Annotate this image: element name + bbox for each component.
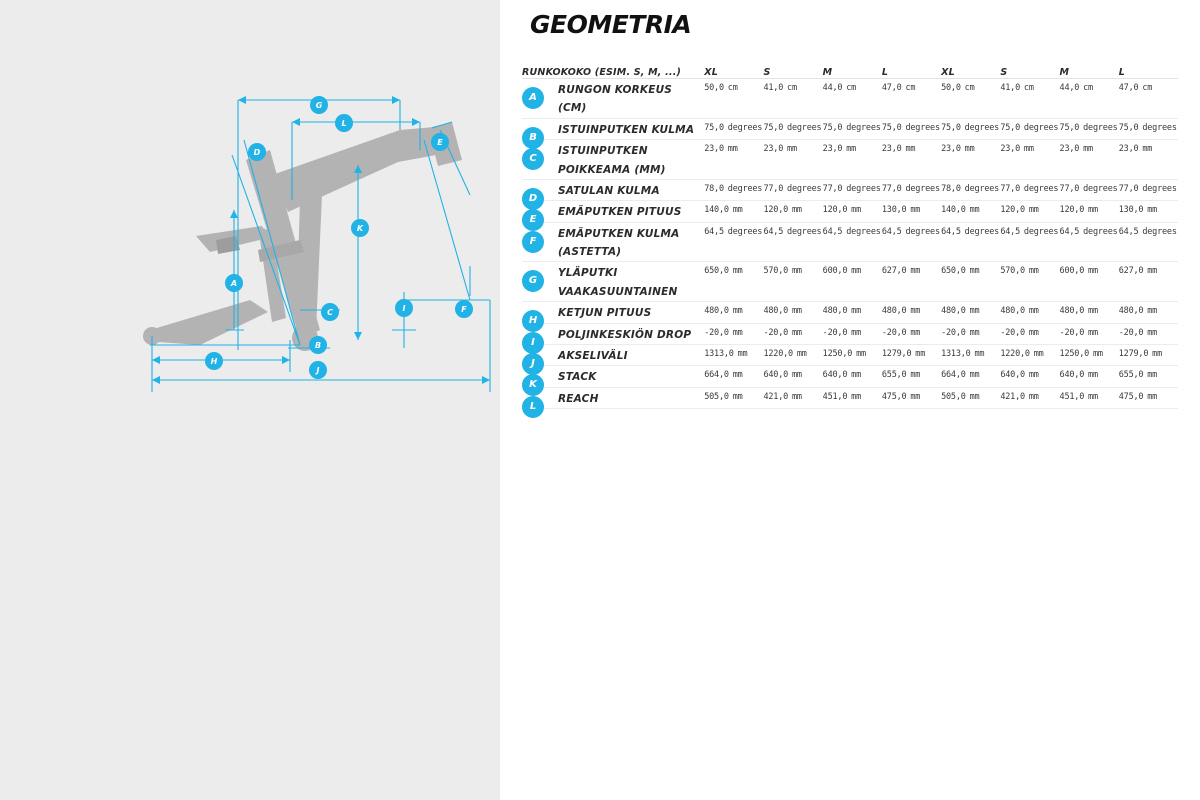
svg-text:E: E: [437, 138, 443, 147]
value-text: 64,5 degrees: [881, 226, 940, 237]
row-value: [1000, 118, 1059, 139]
row-label-cell: [522, 179, 704, 204]
header-size-6: S: [1000, 67, 1008, 78]
header-runkokoko: RUNKOKOKO (ESIM. S, M, ...): [522, 67, 682, 78]
row-value: [1000, 201, 1059, 222]
value-text: 75,0 degrees: [941, 122, 1000, 133]
row-value: [882, 201, 941, 222]
table-row: [522, 222, 1178, 262]
value-text: 77,0 degrees: [881, 183, 940, 194]
row-label: EMÄPUTKEN KULMA (ASTETTA): [558, 227, 680, 258]
value-text: 1220,0 mm: [1000, 348, 1044, 359]
row-value: [941, 344, 1000, 365]
value-text: 77,0 degrees: [763, 183, 822, 194]
row-value: [1119, 387, 1178, 408]
row-value: [763, 179, 822, 200]
bike-geometry-diagram: [0, 0, 500, 800]
value-text: 77,0 degrees: [1059, 183, 1118, 194]
marker-k: [351, 219, 369, 237]
table-row: [522, 323, 1178, 344]
value-text: 75,0 degrees: [822, 122, 881, 133]
row-value: [823, 179, 882, 200]
marker-g: [310, 96, 328, 114]
value-text: 627,0 mm: [1118, 266, 1158, 277]
row-value: [763, 79, 822, 119]
row-value: [823, 140, 882, 180]
marker-f: [455, 300, 473, 318]
row-label: REACH: [558, 392, 599, 405]
value-text: 1279,0 mm: [1118, 348, 1163, 359]
row-value: [1060, 262, 1119, 302]
row-value: [704, 262, 763, 302]
value-text: 480,0 mm: [822, 306, 861, 317]
geometry-table-panel: [500, 0, 1200, 800]
value-text: 421,0 mm: [763, 391, 802, 402]
row-value: [941, 323, 1000, 344]
row-label: POLJINKESKIÖN DROP: [558, 328, 692, 341]
row-value: [941, 118, 1000, 139]
row-value: [763, 118, 822, 139]
value-text: 75,0 degrees: [704, 122, 763, 133]
svg-text:B: B: [314, 341, 322, 350]
row-value: [1060, 323, 1119, 344]
row-value: [1060, 179, 1119, 200]
value-text: 475,0 mm: [1118, 391, 1158, 402]
value-text: 655,0 mm: [1118, 370, 1158, 381]
value-text: 64,5 degrees: [1059, 226, 1118, 237]
value-text: 480,0 mm: [1118, 306, 1158, 317]
row-badge: B: [522, 127, 544, 149]
row-value: [1000, 323, 1059, 344]
header-size-4: L: [881, 67, 889, 78]
row-label-cell: [522, 323, 704, 348]
row-value: [1060, 201, 1119, 222]
row-badge: E: [522, 209, 544, 231]
row-value: [1060, 222, 1119, 262]
row-label: YLÄPUTKI VAAKASUUNTAINEN: [558, 267, 678, 298]
table-row: [522, 344, 1178, 365]
value-text: 140,0 mm: [704, 205, 743, 216]
value-text: 75,0 degrees: [1118, 122, 1177, 133]
value-text: -20,0 mm: [881, 327, 921, 338]
value-text: 47,0 cm: [881, 83, 916, 93]
value-text: 480,0 mm: [881, 306, 921, 317]
row-value: [1060, 302, 1119, 323]
value-text: 120,0 mm: [822, 205, 861, 216]
value-text: 1279,0 mm: [881, 348, 926, 359]
table-header: [522, 67, 1178, 79]
row-value: [1119, 262, 1178, 302]
row-value: [882, 222, 941, 262]
value-text: -20,0 mm: [822, 327, 861, 338]
value-text: 640,0 mm: [1000, 370, 1039, 381]
value-text: 64,5 degrees: [763, 226, 822, 237]
bike-frame-silhouette: [143, 122, 462, 351]
row-value: [1119, 179, 1178, 200]
table-header-row: [522, 67, 1178, 79]
value-text: 480,0 mm: [763, 306, 802, 317]
svg-text:A: A: [230, 279, 238, 288]
row-value: [823, 366, 882, 387]
row-value: [704, 201, 763, 222]
row-value: [882, 302, 941, 323]
value-text: 480,0 mm: [1059, 306, 1098, 317]
row-value: [704, 179, 763, 200]
row-value: [1119, 118, 1178, 139]
value-text: -20,0 mm: [704, 327, 743, 338]
row-label-cell: [522, 222, 704, 262]
row-value: [1000, 302, 1059, 323]
row-value: [823, 222, 882, 262]
value-text: -20,0 mm: [1000, 327, 1039, 338]
header-size-2: S: [763, 67, 771, 78]
value-text: -20,0 mm: [1059, 327, 1098, 338]
row-value: [823, 387, 882, 408]
row-value: [1060, 140, 1119, 180]
value-text: 120,0 mm: [1000, 205, 1039, 216]
value-text: 23,0 mm: [822, 144, 857, 155]
row-value: [823, 344, 882, 365]
row-value: [1000, 222, 1059, 262]
marker-b: [309, 336, 327, 354]
row-value: [763, 366, 822, 387]
value-text: 77,0 degrees: [1118, 183, 1177, 194]
value-text: 570,0 mm: [763, 266, 802, 277]
value-text: 1250,0 mm: [1059, 348, 1103, 359]
marker-l: [335, 114, 353, 132]
page-title: GEOMETRIA: [530, 10, 692, 39]
row-value: [763, 302, 822, 323]
value-text: 23,0 mm: [704, 144, 738, 155]
value-text: 44,0 cm: [1059, 83, 1093, 93]
value-text: 23,0 mm: [881, 144, 916, 155]
value-text: 475,0 mm: [881, 391, 921, 402]
row-value: [1000, 140, 1059, 180]
row-badge: K: [522, 374, 544, 396]
row-badge: D: [522, 188, 544, 210]
row-value: [1060, 387, 1119, 408]
row-value: [1000, 79, 1059, 119]
marker-c: [321, 303, 339, 321]
svg-text:L: L: [341, 119, 347, 128]
row-badge: F: [522, 231, 544, 253]
value-text: 505,0 mm: [704, 391, 743, 402]
value-text: 23,0 mm: [1118, 144, 1153, 155]
row-value: [1060, 79, 1119, 119]
row-value: [704, 344, 763, 365]
row-value: [704, 302, 763, 323]
row-value: [1119, 344, 1178, 365]
svg-text:F: F: [461, 305, 467, 314]
row-value: [1060, 118, 1119, 139]
value-text: 78,0 degrees: [941, 183, 1000, 194]
value-text: 570,0 mm: [1000, 266, 1039, 277]
svg-text:J: J: [316, 366, 320, 375]
value-text: -20,0 mm: [941, 327, 980, 338]
table-row: [522, 387, 1178, 408]
row-value: [704, 118, 763, 139]
table-row: [522, 262, 1178, 302]
value-text: 664,0 mm: [704, 370, 743, 381]
value-text: 451,0 mm: [822, 391, 861, 402]
row-value: [1000, 387, 1059, 408]
row-value: [941, 179, 1000, 200]
row-label-cell: [522, 118, 704, 143]
row-value: [941, 387, 1000, 408]
row-value: [1119, 302, 1178, 323]
row-value: [704, 323, 763, 344]
row-value: [1060, 366, 1119, 387]
row-value: [941, 201, 1000, 222]
svg-text:K: K: [356, 224, 364, 233]
row-label: STACK: [558, 371, 597, 384]
row-value: [823, 262, 882, 302]
value-text: 480,0 mm: [1000, 306, 1039, 317]
row-label-cell: [522, 344, 704, 369]
row-label-cell: [522, 201, 704, 226]
header-size-5: XL: [941, 67, 955, 78]
row-value: [882, 387, 941, 408]
value-text: 75,0 degrees: [1000, 122, 1059, 133]
row-label: EMÄPUTKEN PITUUS: [558, 206, 682, 219]
value-text: 655,0 mm: [881, 370, 921, 381]
row-value: [1060, 344, 1119, 365]
row-badge: C: [522, 148, 544, 170]
row-value: [1119, 222, 1178, 262]
row-label: AKSELIVÄLI: [558, 349, 628, 362]
row-value: [882, 118, 941, 139]
row-value: [882, 323, 941, 344]
table-row: [522, 179, 1178, 200]
value-text: 41,0 cm: [763, 83, 797, 93]
value-text: 640,0 mm: [822, 370, 861, 381]
row-label-cell: [522, 366, 704, 391]
row-value: [763, 387, 822, 408]
value-text: 1220,0 mm: [763, 348, 807, 359]
marker-j: [309, 361, 327, 379]
value-text: -20,0 mm: [763, 327, 802, 338]
row-value: [1119, 323, 1178, 344]
row-value: [882, 344, 941, 365]
row-value: [882, 79, 941, 119]
value-text: 650,0 mm: [941, 266, 980, 277]
value-text: 650,0 mm: [704, 266, 743, 277]
row-value: [1119, 140, 1178, 180]
header-size-1: XL: [704, 67, 718, 78]
row-badge: A: [522, 87, 544, 109]
row-value: [763, 140, 822, 180]
value-text: 120,0 mm: [763, 205, 802, 216]
value-text: 77,0 degrees: [822, 183, 881, 194]
value-text: 600,0 mm: [822, 266, 861, 277]
value-text: 1250,0 mm: [822, 348, 866, 359]
svg-text:G: G: [315, 101, 323, 110]
value-text: 640,0 mm: [763, 370, 802, 381]
row-label: RUNGON KORKEUS (CM): [558, 84, 673, 115]
row-value: [704, 79, 763, 119]
row-value: [823, 79, 882, 119]
table-row: [522, 118, 1178, 139]
marker-h: [205, 352, 223, 370]
table-row: [522, 140, 1178, 180]
geometry-diagram-panel: [0, 0, 500, 800]
row-label-cell: [522, 302, 704, 327]
marker-i: [395, 299, 413, 317]
svg-text:I: I: [402, 304, 406, 313]
row-label-cell: [522, 387, 704, 412]
value-text: 140,0 mm: [941, 205, 980, 216]
value-text: 664,0 mm: [941, 370, 980, 381]
svg-text:H: H: [210, 357, 218, 366]
value-text: 64,5 degrees: [704, 226, 763, 237]
row-label-cell: [522, 262, 704, 302]
value-text: 47,0 cm: [1118, 83, 1153, 93]
row-value: [1119, 79, 1178, 119]
value-text: 640,0 mm: [1059, 370, 1098, 381]
value-text: 50,0 cm: [704, 83, 738, 93]
row-value: [763, 344, 822, 365]
value-text: 1313,0 mm: [941, 348, 985, 359]
value-text: 75,0 degrees: [881, 122, 940, 133]
row-badge: I: [522, 332, 544, 354]
row-value: [941, 302, 1000, 323]
marker-d: [248, 143, 266, 161]
value-text: 23,0 mm: [763, 144, 797, 155]
svg-text:C: C: [327, 308, 333, 317]
row-badge: L: [522, 396, 544, 418]
value-text: 44,0 cm: [822, 83, 857, 93]
row-value: [763, 262, 822, 302]
value-text: 1313,0 mm: [704, 348, 748, 359]
value-text: 64,5 degrees: [1118, 226, 1177, 237]
row-value: [1000, 262, 1059, 302]
row-value: [882, 179, 941, 200]
row-badge: G: [522, 270, 544, 292]
svg-text:D: D: [253, 148, 261, 157]
value-text: 600,0 mm: [1059, 266, 1098, 277]
value-text: 75,0 degrees: [1059, 122, 1118, 133]
value-text: 50,0 cm: [941, 83, 975, 93]
value-text: 120,0 mm: [1059, 205, 1098, 216]
row-label: KETJUN PITUUS: [558, 307, 652, 320]
value-text: 77,0 degrees: [1000, 183, 1059, 194]
value-text: 23,0 mm: [1000, 144, 1034, 155]
row-label: ISTUINPUTKEN POIKKEAMA (MM): [558, 145, 666, 176]
value-text: 64,5 degrees: [941, 226, 1000, 237]
row-value: [882, 366, 941, 387]
row-value: [1119, 366, 1178, 387]
geometry-table: [522, 67, 1178, 412]
row-value: [1119, 201, 1178, 222]
value-text: 23,0 mm: [941, 144, 975, 155]
value-text: 480,0 mm: [704, 306, 743, 317]
row-value: [704, 366, 763, 387]
row-label: SATULAN KULMA: [558, 184, 660, 197]
row-value: [882, 262, 941, 302]
row-value: [1000, 344, 1059, 365]
row-value: [823, 118, 882, 139]
value-text: 627,0 mm: [881, 266, 921, 277]
value-text: 505,0 mm: [941, 391, 980, 402]
row-value: [823, 302, 882, 323]
row-value: [763, 222, 822, 262]
row-value: [941, 262, 1000, 302]
marker-a: [225, 274, 243, 292]
value-text: 480,0 mm: [941, 306, 980, 317]
row-value: [704, 222, 763, 262]
marker-e: [431, 133, 449, 151]
value-text: 41,0 cm: [1000, 83, 1034, 93]
header-size-8: L: [1118, 67, 1126, 78]
row-value: [882, 140, 941, 180]
value-text: -20,0 mm: [1118, 327, 1158, 338]
header-size-7: M: [1059, 67, 1070, 78]
row-badge: H: [522, 310, 544, 332]
row-value: [1000, 366, 1059, 387]
value-text: 421,0 mm: [1000, 391, 1039, 402]
value-text: 130,0 mm: [881, 205, 921, 216]
row-value: [941, 222, 1000, 262]
row-label: ISTUINPUTKEN KULMA: [558, 123, 695, 136]
table-row: [522, 366, 1178, 387]
value-text: 23,0 mm: [1059, 144, 1093, 155]
header-size-3: M: [822, 67, 833, 78]
value-text: 78,0 degrees: [704, 183, 763, 194]
row-value: [823, 323, 882, 344]
value-text: 64,5 degrees: [1000, 226, 1059, 237]
row-badge: J: [522, 353, 544, 375]
table-row: [522, 201, 1178, 222]
row-value: [763, 201, 822, 222]
table-row: [522, 79, 1178, 119]
row-value: [941, 79, 1000, 119]
row-value: [704, 387, 763, 408]
row-label-cell: [522, 140, 704, 180]
value-text: 130,0 mm: [1118, 205, 1158, 216]
row-value: [941, 366, 1000, 387]
row-value: [704, 140, 763, 180]
row-value: [823, 201, 882, 222]
row-value: [941, 140, 1000, 180]
row-value: [1000, 179, 1059, 200]
row-label-cell: [522, 79, 704, 119]
value-text: 451,0 mm: [1059, 391, 1098, 402]
value-text: 75,0 degrees: [763, 122, 822, 133]
row-value: [763, 323, 822, 344]
table-row: [522, 302, 1178, 323]
value-text: 64,5 degrees: [822, 226, 881, 237]
table-body: [522, 79, 1178, 412]
